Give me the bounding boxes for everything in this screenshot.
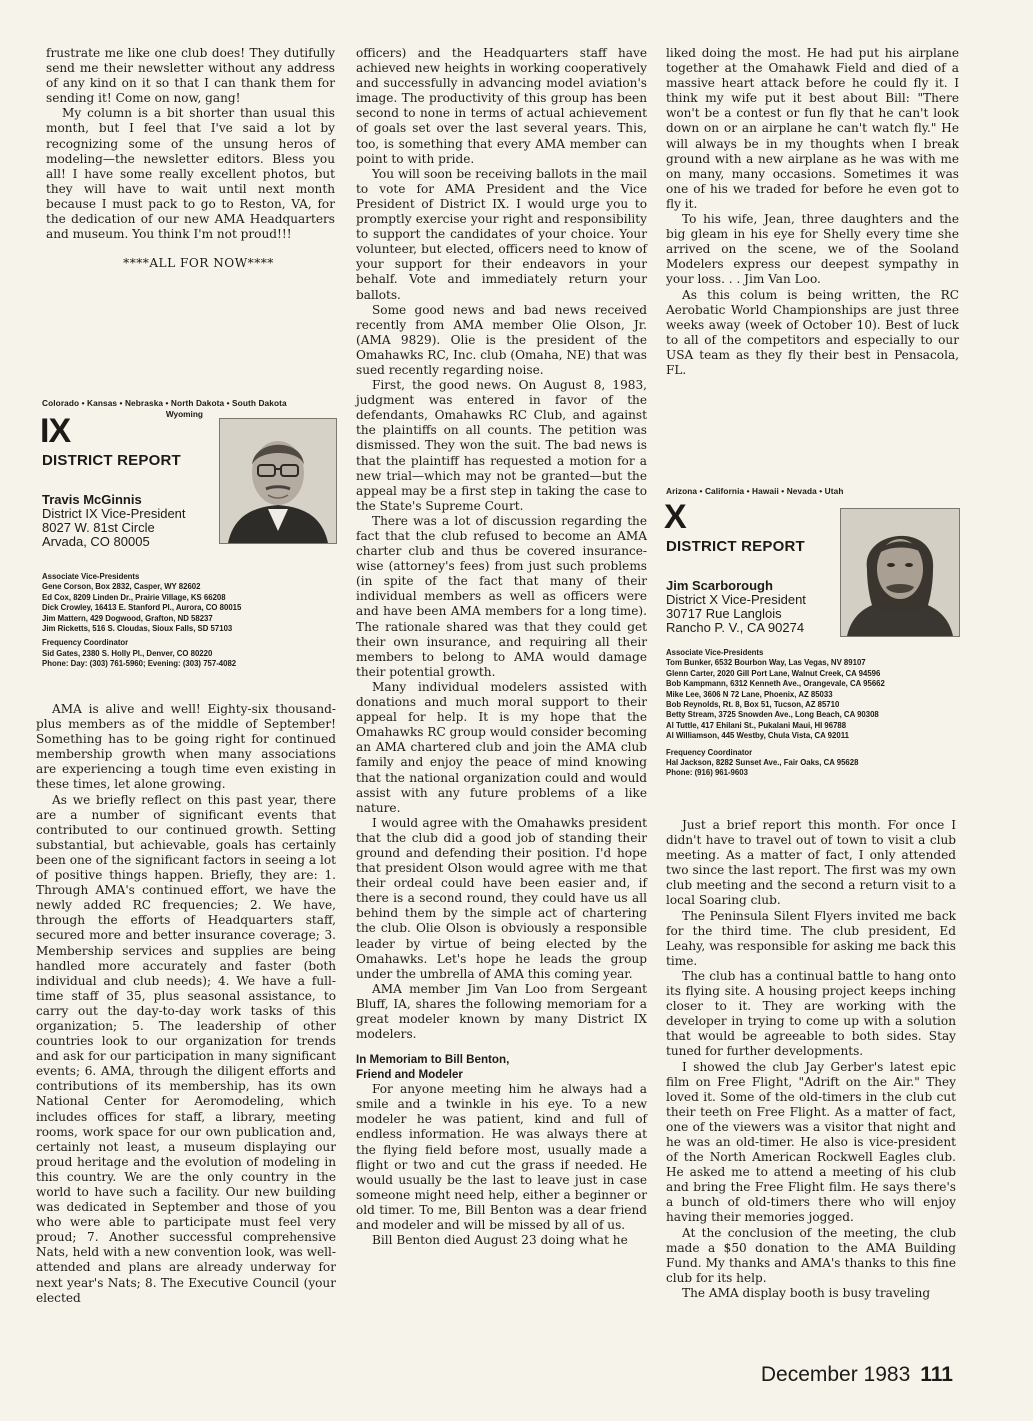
paragraph: The Peninsula Silent Flyers invited me back for the third time. The club president, Ed Leahy, was responsible for asking me back this time. [666, 908, 956, 968]
paragraph: To his wife, Jean, three daughters and the big gleam in his eye for Shelly every time she arrived on the scene, we of the Sooland Modelers express our deepest sympathy in your loss. . . Jim Van Loo. [666, 212, 959, 287]
paragraph: AMA member Jim Van Loo from Sergeant Bluff, IA, shares the following memoriam for a great modeler known by many District IX modelers. [356, 981, 647, 1042]
vp-address-2: Arvada, CO 80005 [42, 534, 150, 549]
assoc-entry: Al Tuttle, 417 Ehilani St., Pukalani Maui, HI 96788 [666, 720, 847, 730]
assoc-label: Associate Vice-Presidents [666, 648, 764, 657]
column-2 [356, 46, 647, 1248]
assoc-entry: Jim Mattern, 429 Dogwood, Grafton, ND 58237 [42, 613, 213, 623]
paragraph: There was a lot of discussion regarding the fact that the club refused to become an AMA charter club and thus be covered insurance-wise (attorney's fees) from just such problems (in spite of the fact that many of their individual members as well as officers were and have been AMA members for a long time). The rationale shared was that they could get their own insurance, and requiring all their members to belong to AMA would damage their potential growth. [356, 513, 647, 679]
vp-address-2: Rancho P. V., CA 90274 [666, 620, 805, 635]
district-10-vp-photo [840, 508, 960, 637]
district-10-states: Arizona • California • Hawaii • Nevada • Utah [666, 486, 844, 496]
memoriam-heading-2: Friend and Modeler [356, 1068, 463, 1082]
district-9-vp-photo [219, 418, 337, 544]
assoc-entry: Glenn Carter, 2020 Gill Port Lane, Walnut Creek, CA 94596 [666, 668, 881, 678]
paragraph: AMA is alive and well! Eighty-six thousand-plus members as of the middle of September! Something has to be going right for continued membership growth when many associations are experiencing a tough time even existing in these times, let alone growing. [36, 702, 336, 792]
district-9-title: DISTRICT REPORT [42, 452, 181, 469]
district-9-vp-block [42, 493, 217, 549]
district-10-title: DISTRICT REPORT [666, 538, 805, 555]
paragraph: Many individual modelers assisted with donations and much moral support to their appeal for help. It is my hope that the Omahawks RC group would consider becoming an AMA chartered club and join the AMA club family and enjoy the peace of mind knowing that the national organization could and would assist with any future problems of a like nature. [356, 679, 647, 815]
assoc-entry: Mike Lee, 3606 N 72 Lane, Phoenix, AZ 85033 [666, 689, 833, 699]
assoc-entry: Bob Kampmann, 6312 Kenneth Ave., Orangevale, CA 95662 [666, 679, 885, 689]
district-10-vp-block [666, 579, 841, 635]
paragraph: Bill Benton died August 23 doing what he [372, 1233, 628, 1248]
paragraph: The club has a continual battle to hang onto its flying site. A housing project keeps inching closer to it. They are working with the developer in trying to come up with a solution that would be agreeable to both sides. Stay tuned for further developments. [666, 968, 956, 1059]
vp-title: District IX Vice-President [42, 506, 186, 521]
assoc-label: Associate Vice-Presidents [42, 572, 140, 581]
district-9-states-2: Wyoming [165, 409, 203, 419]
freq-entry: Sid Gates, 2380 S. Holly Pl., Denver, CO 80220 [42, 648, 213, 658]
memoriam-heading-1: In Memoriam to Bill Benton, [356, 1053, 510, 1067]
paragraph: I showed the club Jay Gerber's latest epic film on Free Flight, "Adrift on the Air." They loved it. Some of the old-timers in the club cut their teeth on Free Flight. As a matter of fact, one of the viewers was a visitor that night and he was an old-timer. He also is vice-president of the North American Rockwell Eagles club. He asked me to attend a meeting of his club and bring the Free Flight film. He says there's a bunch of old-timers there who will enjoy having their memories jogged. [666, 1059, 956, 1225]
vp-address-1: 30717 Rue Langlois [666, 606, 782, 621]
district-10-roster [666, 648, 958, 779]
vp-name: Travis McGinnis [42, 492, 142, 507]
paragraph: First, the good news. On August 8, 1983, judgment was entered in favor of the defendants, Omahawks RC Club, and against the plaintiffs on all counts. The petition was dismissed. They won the suit. The bad news is that the plaintiff has requested a motion for a new trial—which may not be granted—but the appeal may be a first step in taking the case to the State's Supreme Court. [356, 378, 647, 513]
column-1-bottom [36, 702, 336, 1306]
vp-address-1: 8027 W. 81st Circle [42, 520, 155, 535]
paragraph: At the conclusion of the meeting, the club made a $50 donation to the AMA Building Fund. My thanks and AMA's thanks to this fine club for its help. [666, 1225, 956, 1285]
paragraph: As this colum is being written, the RC Aerobatic World Championships are just three weeks away (week of October 10). Best of luck to all of the competitors and especially to our USA team as they fly their best in Pensacola, FL. [666, 287, 959, 377]
paragraph: Just a brief report this month. For once I didn't have to travel out of town to visit a club meeting. As a matter of fact, I only attended two since the last report. The first was my own club meeting and the second a return visit to a local Soaring club. [666, 818, 956, 908]
assoc-entry: Gene Corson, Box 2832, Casper, WY 82602 [42, 582, 201, 592]
paragraph: I would agree with the Omahawks president that the club did a good job of standing their ground and defending their position. I'd hope that president Olson would agree with me that their ordeal could have been easier and, if there is a second round, they could have us all behind them by the simple act of chartering the club. Olie Olson is obviously a responsible leader by virtue of being elected by the Omahawks. Let's hope he leads the group under the umbrella of AMA this coming year. [356, 815, 647, 981]
assoc-entry: Jim Ricketts, 516 S. Cloudas, Sioux Falls, SD 57103 [42, 624, 233, 634]
freq-entry: Phone: (916) 961-9603 [666, 768, 748, 778]
portrait-image [841, 509, 959, 636]
page-footer [761, 1363, 953, 1387]
paragraph: Some good news and bad news received recently from AMA member Olie Olson, Jr. (AMA 9829). Olie is the president of the Omahawks RC, Inc. club (Omaha, NE) that was sued recently regarding noise. [356, 302, 647, 377]
assoc-entry: Ed Cox, 8209 Linden Dr., Prairie Village, KS 66208 [42, 592, 226, 602]
paragraph: For anyone meeting him he always had a smile and a twinkle in his eye. To a new modeler he was patient, kind and full of endless information. He was always there at the flying field before most, usually made a flight or two and cut the grass if needed. He would usually be the last to leave just in case someone might need help, either a beginner or old timer. To me, Bill Benton was a dear friend and modeler and will be missed by all of us. [356, 1082, 647, 1233]
column-3-bottom [666, 818, 956, 1301]
assoc-entry: Dick Crowley, 16413 E. Stanford Pl., Aurora, CO 80015 [42, 603, 242, 613]
vp-name: Jim Scarborough [666, 578, 773, 593]
assoc-entry: Bob Reynolds, Rt. 8, Box 51, Tucson, AZ 85710 [666, 700, 840, 710]
paragraph: My column is a bit shorter than usual this month, but I feel that I've said a lot by recognizing some of the unsung heros of modeling—the newsletter editors. Bless you all! I have some really excellent photos, but they will have to wait until next month because I must pack to go to Reston, VA, for the dedication of our new AMA Headquarters and museum. You think I'm not proud!!! [46, 106, 335, 242]
assoc-entry: Tom Bunker, 6532 Bourbon Way, Las Vegas, NV 89107 [666, 658, 866, 668]
assoc-entry: Betty Stream, 3725 Snowden Ave., Long Beach, CA 90308 [666, 710, 879, 720]
paragraph: officers) and the Headquarters staff have achieved new heights in working cooperatively and successfully in advancing model aviation's image. The productivity of this group has been second to none in terms of actual achievement of goals set over the last several years. This, too, is something that every AMA member can point to with pride. [356, 46, 647, 166]
freq-entry: Hal Jackson, 8282 Sunset Ave., Fair Oaks, CA 95628 [666, 758, 859, 768]
paragraph: liked doing the most. He had put his airplane together at the Omahawk Field and died of a massive heart attack before he could fly it. I think my wife put it best about Bill: "There won't be a contest or fun fly that he can't look down on or an airplane he can't watch fly." He will always be in my thoughts when I break ground with a new airplane as he was with me on many, many occasions. Sometimes it was one of his we traded for before he even got to fly it. [666, 46, 959, 211]
paragraph: You will soon be receiving ballots in the mail to vote for AMA President and the Vice President of District IX. I would urge you to promptly exercise your right and responsibility to support the candidates of your choice. Your volunteer, but elected, officers need to know of your support for their endeavors in your behalf. Vote and immediately return your ballots. [356, 166, 647, 302]
district-9-roster [42, 572, 338, 670]
column-3-top [666, 46, 959, 378]
page-number: 111 [920, 1363, 953, 1386]
issue-date: December 1983 [760, 1363, 911, 1386]
portrait-image [220, 419, 336, 543]
freq-label: Frequency Coordinator [42, 638, 129, 648]
paragraph: The AMA display booth is busy traveling [682, 1285, 931, 1300]
paragraph: As we briefly reflect on this past year, there are a number of significant events that contributed to our continued growth. Setting substantial, but achievable, goals has certainly been one of the significant factors in seeing a lot of positive things happen. Briefly, they are: 1. Through AMA's continued effort, we have the newly added RC frequencies; 2. We have, through the efforts of Headquarters staff, secured more and better insurance coverage; 3. Membership services and supplies are being handled more accurately and faster (both individual and club needs); 4. We have a full-time staff of 35, plus seasonal assistance, to carry out the day-to-day work tasks of this organization; 5. The leadership of other countries look to our organization for trends and ask for our participation in many significant events; 6. AMA, through the diligent efforts and contributions of its membership, has its own National Center for Aeromodeling, which includes offices for staff, a library, meeting rooms, work space for our own publication and, certainly not least, a museum displaying our proud heritage and the evolution of modeling in this country. We are the only country in the world to have such a facility. Our new building was dedicated in September and those of you who were able to participate must feel very proud; 7. Another successful comprehensive Nats, held with a new convention look, was well-attended and plans are already underway for next year's Nats; 8. The Executive Council (your elected [36, 792, 336, 1305]
assoc-entry: Al Williamson, 445 Westby, Chula Vista, CA 92011 [666, 731, 849, 741]
district-9-states: Colorado • Kansas • Nebraska • North Dakota • South Dakota [42, 398, 287, 408]
column-1-top [46, 46, 335, 271]
paragraph: frustrate me like one club does! They dutifully send me their newsletter without any address of any kind on it so that I can thank them for sending it! Come on now, gang! [46, 46, 335, 106]
signoff: ****ALL FOR NOW**** [123, 256, 274, 271]
district-10-numeral: X [664, 498, 686, 536]
vp-title: District X Vice-President [666, 592, 806, 607]
freq-label: Frequency Coordinator [666, 747, 753, 757]
district-9-numeral: IX [40, 412, 71, 450]
memoriam-heading [356, 1052, 647, 1082]
freq-entry: Phone: Day: (303) 761-5960; Evening: (303) 757-4082 [42, 659, 237, 669]
